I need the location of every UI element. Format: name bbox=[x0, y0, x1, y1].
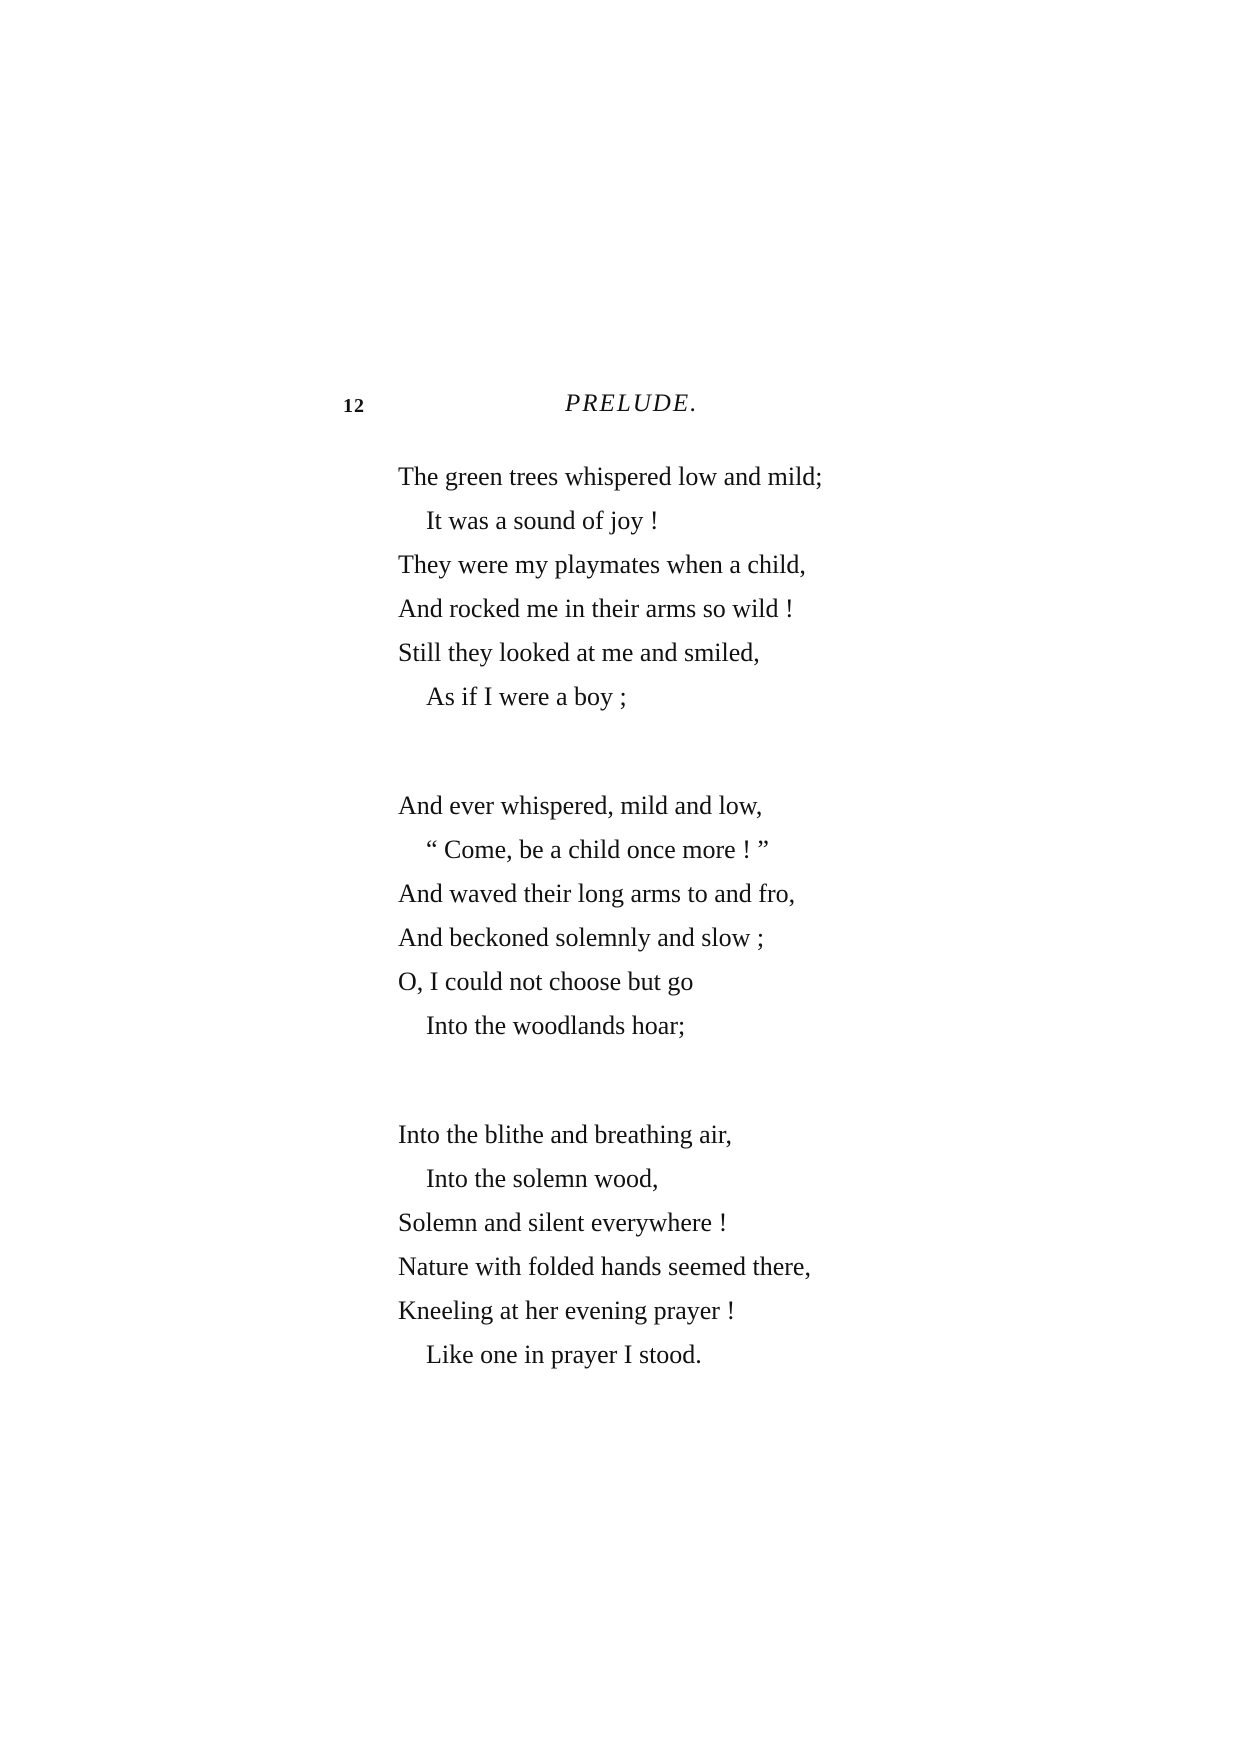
poem-line: “ Come, be a child once more ! ” bbox=[426, 835, 769, 864]
stanza-1 bbox=[398, 455, 1158, 719]
poem-line: Like one in prayer I stood. bbox=[426, 1340, 702, 1369]
poem-line: Into the woodlands hoar; bbox=[426, 1011, 686, 1040]
poem-line: And rocked me in their arms so wild ! bbox=[398, 594, 794, 623]
poem-line: O, I could not choose but go bbox=[398, 967, 694, 996]
poem-line: It was a sound of joy ! bbox=[426, 506, 659, 535]
poem-line: Kneeling at her evening prayer ! bbox=[398, 1296, 736, 1325]
poem-line: Nature with folded hands seemed there, bbox=[398, 1252, 811, 1281]
page-number: 12 bbox=[343, 395, 365, 417]
poem-body bbox=[398, 455, 1158, 1442]
poem-line: They were my playmates when a child, bbox=[398, 550, 806, 579]
poem-line: Solemn and silent everywhere ! bbox=[398, 1208, 728, 1237]
poem-line: And beckoned solemnly and slow ; bbox=[398, 923, 765, 952]
poem-line: The green trees whispered low and mild; bbox=[398, 462, 823, 491]
running-title: PRELUDE. bbox=[565, 390, 699, 417]
stanza-3 bbox=[398, 1113, 1158, 1377]
poem-line: And waved their long arms to and fro, bbox=[398, 879, 796, 908]
poem-line: Into the blithe and breathing air, bbox=[398, 1120, 732, 1149]
poem-line: Into the solemn wood, bbox=[426, 1164, 659, 1193]
stanza-2 bbox=[398, 784, 1158, 1048]
poem-line: And ever whispered, mild and low, bbox=[398, 791, 763, 820]
poem-line: Still they looked at me and smiled, bbox=[398, 638, 760, 667]
poem-line: As if I were a boy ; bbox=[426, 682, 627, 711]
